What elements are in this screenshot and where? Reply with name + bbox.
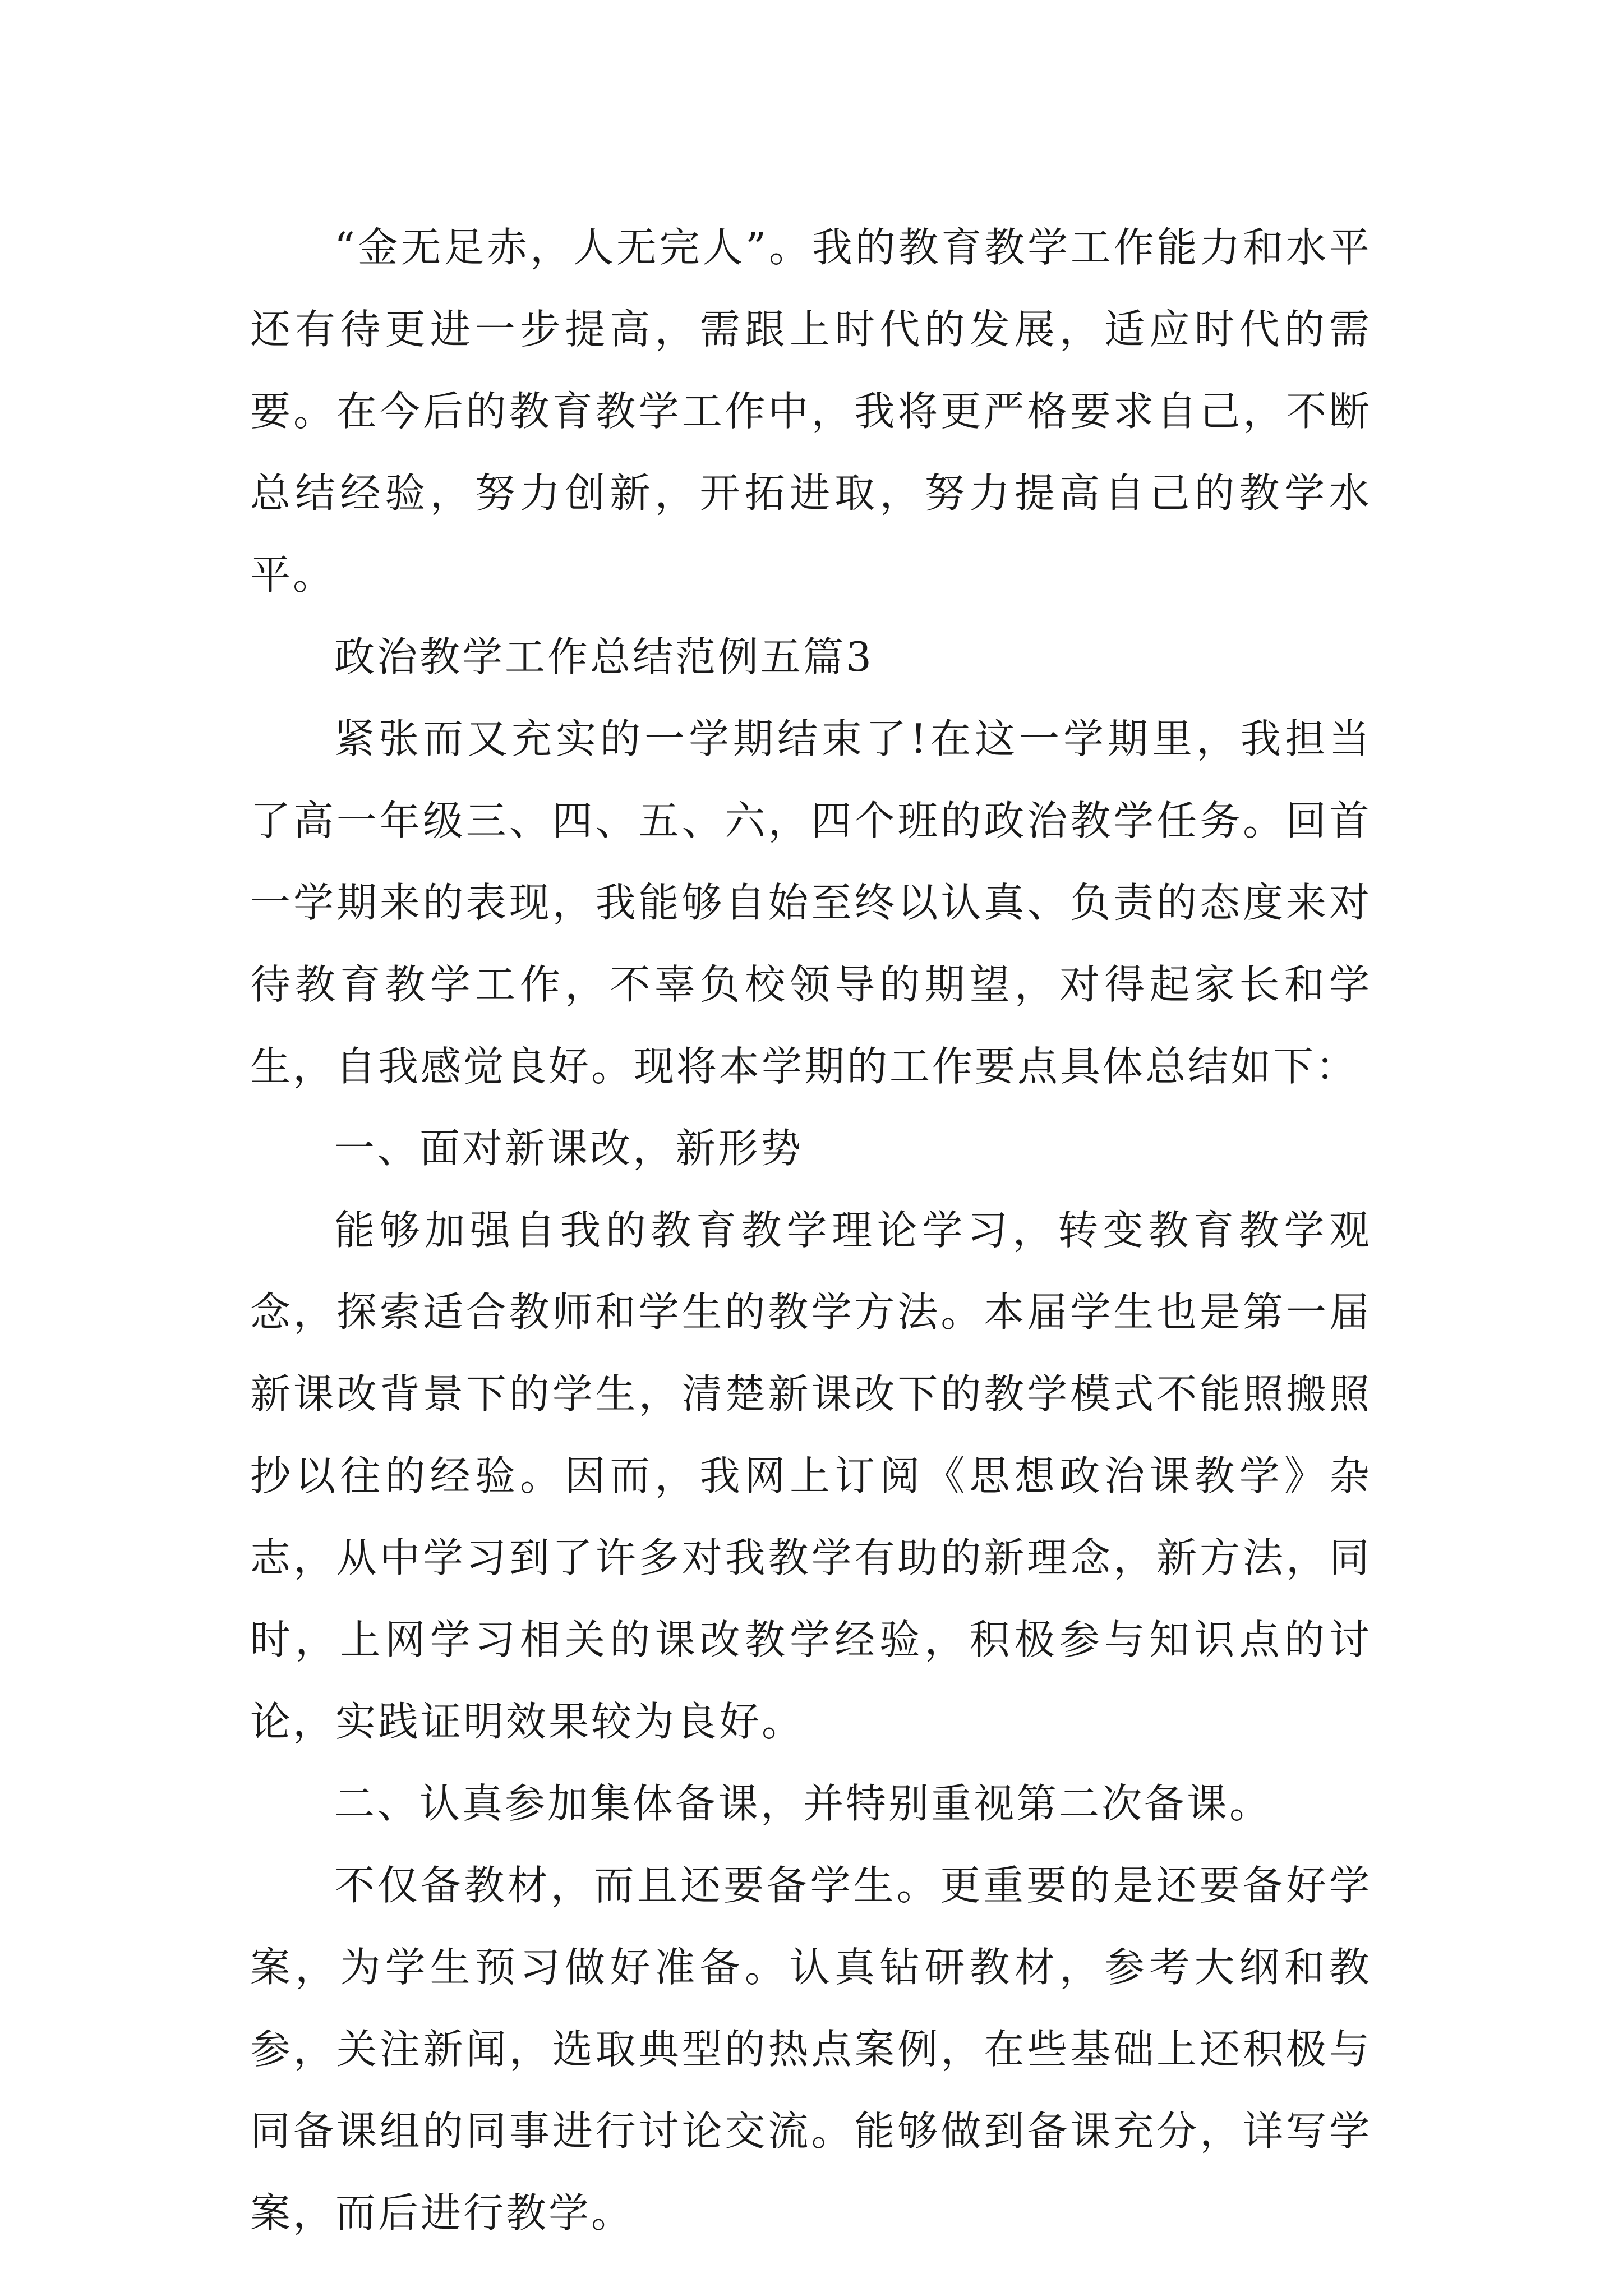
document-body xyxy=(250,206,1372,2254)
paragraph-section-1: 能够加强自我的教育教学理论学习，转变教育教学观念，探索适合教师和学生的教学方法。本届学生也是第一届新课改背景下的学生，清楚新课改下的教学模式不能照搬照抄以往的经验。因而，我网上订阅《思想政治课教学》杂志，从中学习到了许多对我教学有助的新理念，新方法，同时，上网学习相关的课改教学经验，积极参与知识点的讨论，实践证明效果较为良好。 xyxy=(250,1207,1372,1745)
paragraph-semester-intro: 紧张而又充实的一学期结束了!在这一学期里，我担当了高一年级三、四、五、六，四个班的政治教学任务。回首一学期来的表现，我能够自始至终以认真、负责的态度来对待教育教学工作，不辜负校领导的期望，对得起家长和学生，自我感觉良好。现将本学期的工作要点具体总结如下： xyxy=(250,715,1372,1090)
paragraph-closing-reflection: “金无足赤，人无完人”。我的教育教学工作能力和水平还有待更进一步提高，需跟上时代的发展，适应时代的需要。在今后的教育教学工作中，我将更严格要求自己，不断总结经验，努力创新，开拓进取，努力提高自己的教学水平。 xyxy=(250,224,1372,599)
paragraph-section-2: 不仅备教材，而且还要备学生。更重要的是还要备好学案，为学生预习做好准备。认真钻研教材，参考大纲和教参，关注新闻，选取典型的热点案例，在些基础上还积极与同备课组的同事进行讨论交流。能够做到备课充分，详写学案，而后进行教学。 xyxy=(250,1862,1372,2237)
section-heading-2: 二、认真参加集体备课，并特别重视第二次备课。 xyxy=(334,1780,1272,1827)
article-title: 政治教学工作总结范例五篇3 xyxy=(334,633,874,680)
section-heading-1: 一、面对新课改，新形势 xyxy=(334,1125,804,1172)
